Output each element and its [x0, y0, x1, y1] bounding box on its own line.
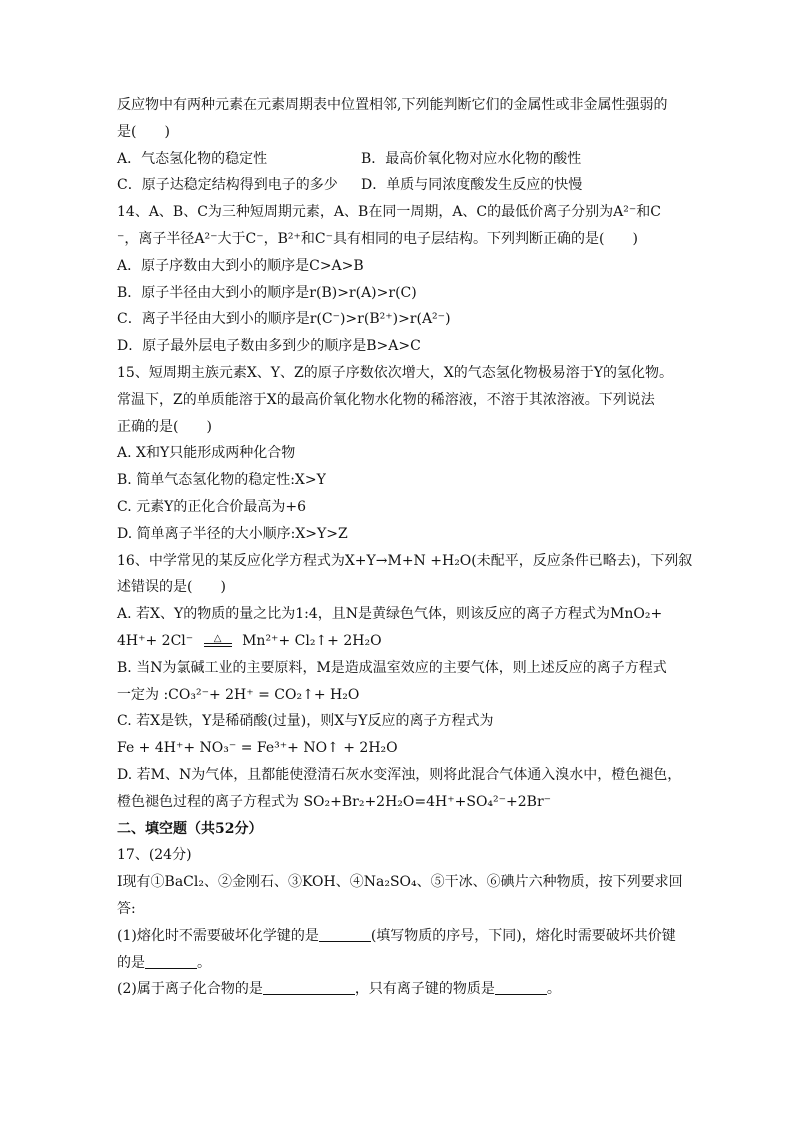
delta-icon: △	[213, 633, 222, 645]
q17-part-1-line-2	[117, 950, 683, 977]
q15-stem-line-3: 正确的是( )	[117, 418, 212, 435]
q16-stem-line-2: 述错误的是( )	[117, 579, 226, 596]
q17-p1-text-d: 。	[197, 954, 211, 971]
q14-stem-line-1: 14、A、B、C为三种短周期元素，A、B在同一周期，A、C的最低价离子分别为A²⁻和C	[117, 204, 661, 221]
document-body	[117, 92, 693, 1003]
q17-intro-line-2: 答:	[117, 900, 136, 917]
q14-option-a: A．原子序数由大到小的顺序是C>A>B	[117, 257, 364, 274]
q15-option-d: D. 简单离子半径的大小顺序:X>Y>Z	[117, 525, 348, 542]
q17-part-2	[117, 976, 683, 1003]
q17-p2-text-c: 。	[546, 981, 561, 998]
equals-bar	[204, 643, 232, 647]
q15-option-b: B. 简单气态氢化物的稳定性:X>Y	[117, 472, 326, 489]
answer-blank-3[interactable]	[263, 980, 355, 995]
q13-options-row-2	[117, 172, 683, 199]
answer-blank-4[interactable]	[495, 980, 547, 995]
q13-option-c: C．原子达稳定结构得到电子的多少	[117, 177, 338, 194]
q16-option-a-line-2	[117, 628, 683, 655]
q16-a-reactants: 4H⁺+ 2Cl⁻	[117, 632, 194, 649]
q17-p2-text-a: (2)属于离子化合物的是	[117, 981, 263, 998]
q13-options-row-1	[117, 146, 683, 173]
q16-option-c-line-2: Fe + 4H⁺+ NO₃⁻ = Fe³⁺+ NO↑ + 2H₂O	[117, 740, 398, 757]
q16-option-b-line-2: 一定为 :CO₃²⁻+ 2H⁺ = CO₂↑+ H₂O	[117, 686, 360, 703]
q17-heading: 17、(24分)	[117, 847, 192, 864]
q16-option-d-line-2: 橙色褪色过程的离子方程式为 SO₂+Br₂+2H₂O=4H⁺+SO₄²⁻+2Br⁻	[117, 793, 552, 810]
q15-option-a: A. X和Y只能形成两种化合物	[117, 445, 296, 462]
q15-option-c: C. 元素Y的正化合价最高为+6	[117, 498, 306, 515]
q17-p1-text-c: 的是	[117, 954, 145, 971]
q17-p1-text-b: (填写物质的序号，下同)，熔化时需要破坏共价键	[370, 927, 676, 944]
q14-option-b: B．原子半径由大到小的顺序是r(B)>r(A)>r(C)	[117, 284, 417, 301]
q14-option-d: D．原子最外层电子数由多到少的顺序是B>A>C	[117, 338, 421, 355]
q13-option-b: B．最高价氧化物对应水化物的酸性	[361, 150, 582, 167]
q13-option-d: D．单质与同浓度酸发生反应的快慢	[361, 177, 583, 194]
q16-option-b-line-1: B. 当N为氯碱工业的主要原料，M是造成温室效应的主要气体，则上述反应的离子方程式	[117, 659, 667, 676]
heat-condition-arrow	[204, 634, 232, 647]
q17-p1-text-a: (1)熔化时不需要破坏化学键的是	[117, 927, 319, 944]
q15-stem-line-2: 常温下，Z的单质能溶于X的最高价氧化物水化物的稀溶液，不溶于其浓溶液。下列说法	[117, 391, 655, 408]
q17-intro-line-1: I现有①BaCl₂、②金刚石、③KOH、④Na₂SO₄、⑤干冰、⑥碘片六种物质，按下列要求回	[117, 874, 683, 891]
q17-part-1-line-1	[117, 923, 683, 950]
q13-stem-line-2: 是( )	[117, 123, 170, 140]
q15-stem-line-1: 15、短周期主族元素X、Y、Z的原子序数依次增大，X的气态氢化物极易溶于Y的氢化物。	[117, 364, 673, 381]
answer-blank-1[interactable]	[319, 927, 371, 942]
q16-stem-line-1: 16、中学常见的某反应化学方程式为X+Y→M+N +H₂O(未配平，反应条件已略去)，下列叙	[117, 552, 693, 569]
q14-stem-line-2: ⁻，离子半径A²⁻大于C⁻，B²⁺和C⁻具有相同的电子层结构。下列判断正确的是( )	[117, 230, 638, 247]
q16-option-a-line-1: A. 若X、Y的物质的量之比为1:4，且N是黄绿色气体，则该反应的离子方程式为MnO₂+	[117, 606, 663, 623]
q13-option-a: A．气态氢化物的稳定性	[117, 150, 268, 167]
q16-option-c-line-1: C. 若X是铁，Y是稀硝酸(过量)，则X与Y反应的离子方程式为	[117, 713, 494, 730]
section-heading: 二、填空题（共52分）	[117, 820, 263, 837]
q16-option-d-line-1: D. 若M、N为气体，且都能使澄清石灰水变浑浊，则将此混合气体通入溴水中，橙色褪色，	[117, 766, 682, 783]
q14-option-c: C．离子半径由大到小的顺序是r(C⁻)>r(B²⁺)>r(A²⁻)	[117, 311, 451, 328]
q17-p2-text-b: ，只有离子键的物质是	[354, 981, 495, 998]
q13-stem-line-1: 反应物中有两种元素在元素周期表中位置相邻,下列能判断它们的金属性或非金属性强弱的	[117, 97, 668, 113]
q16-a-products: Mn²⁺+ Cl₂↑+ 2H₂O	[242, 632, 382, 649]
answer-blank-2[interactable]	[145, 954, 197, 969]
